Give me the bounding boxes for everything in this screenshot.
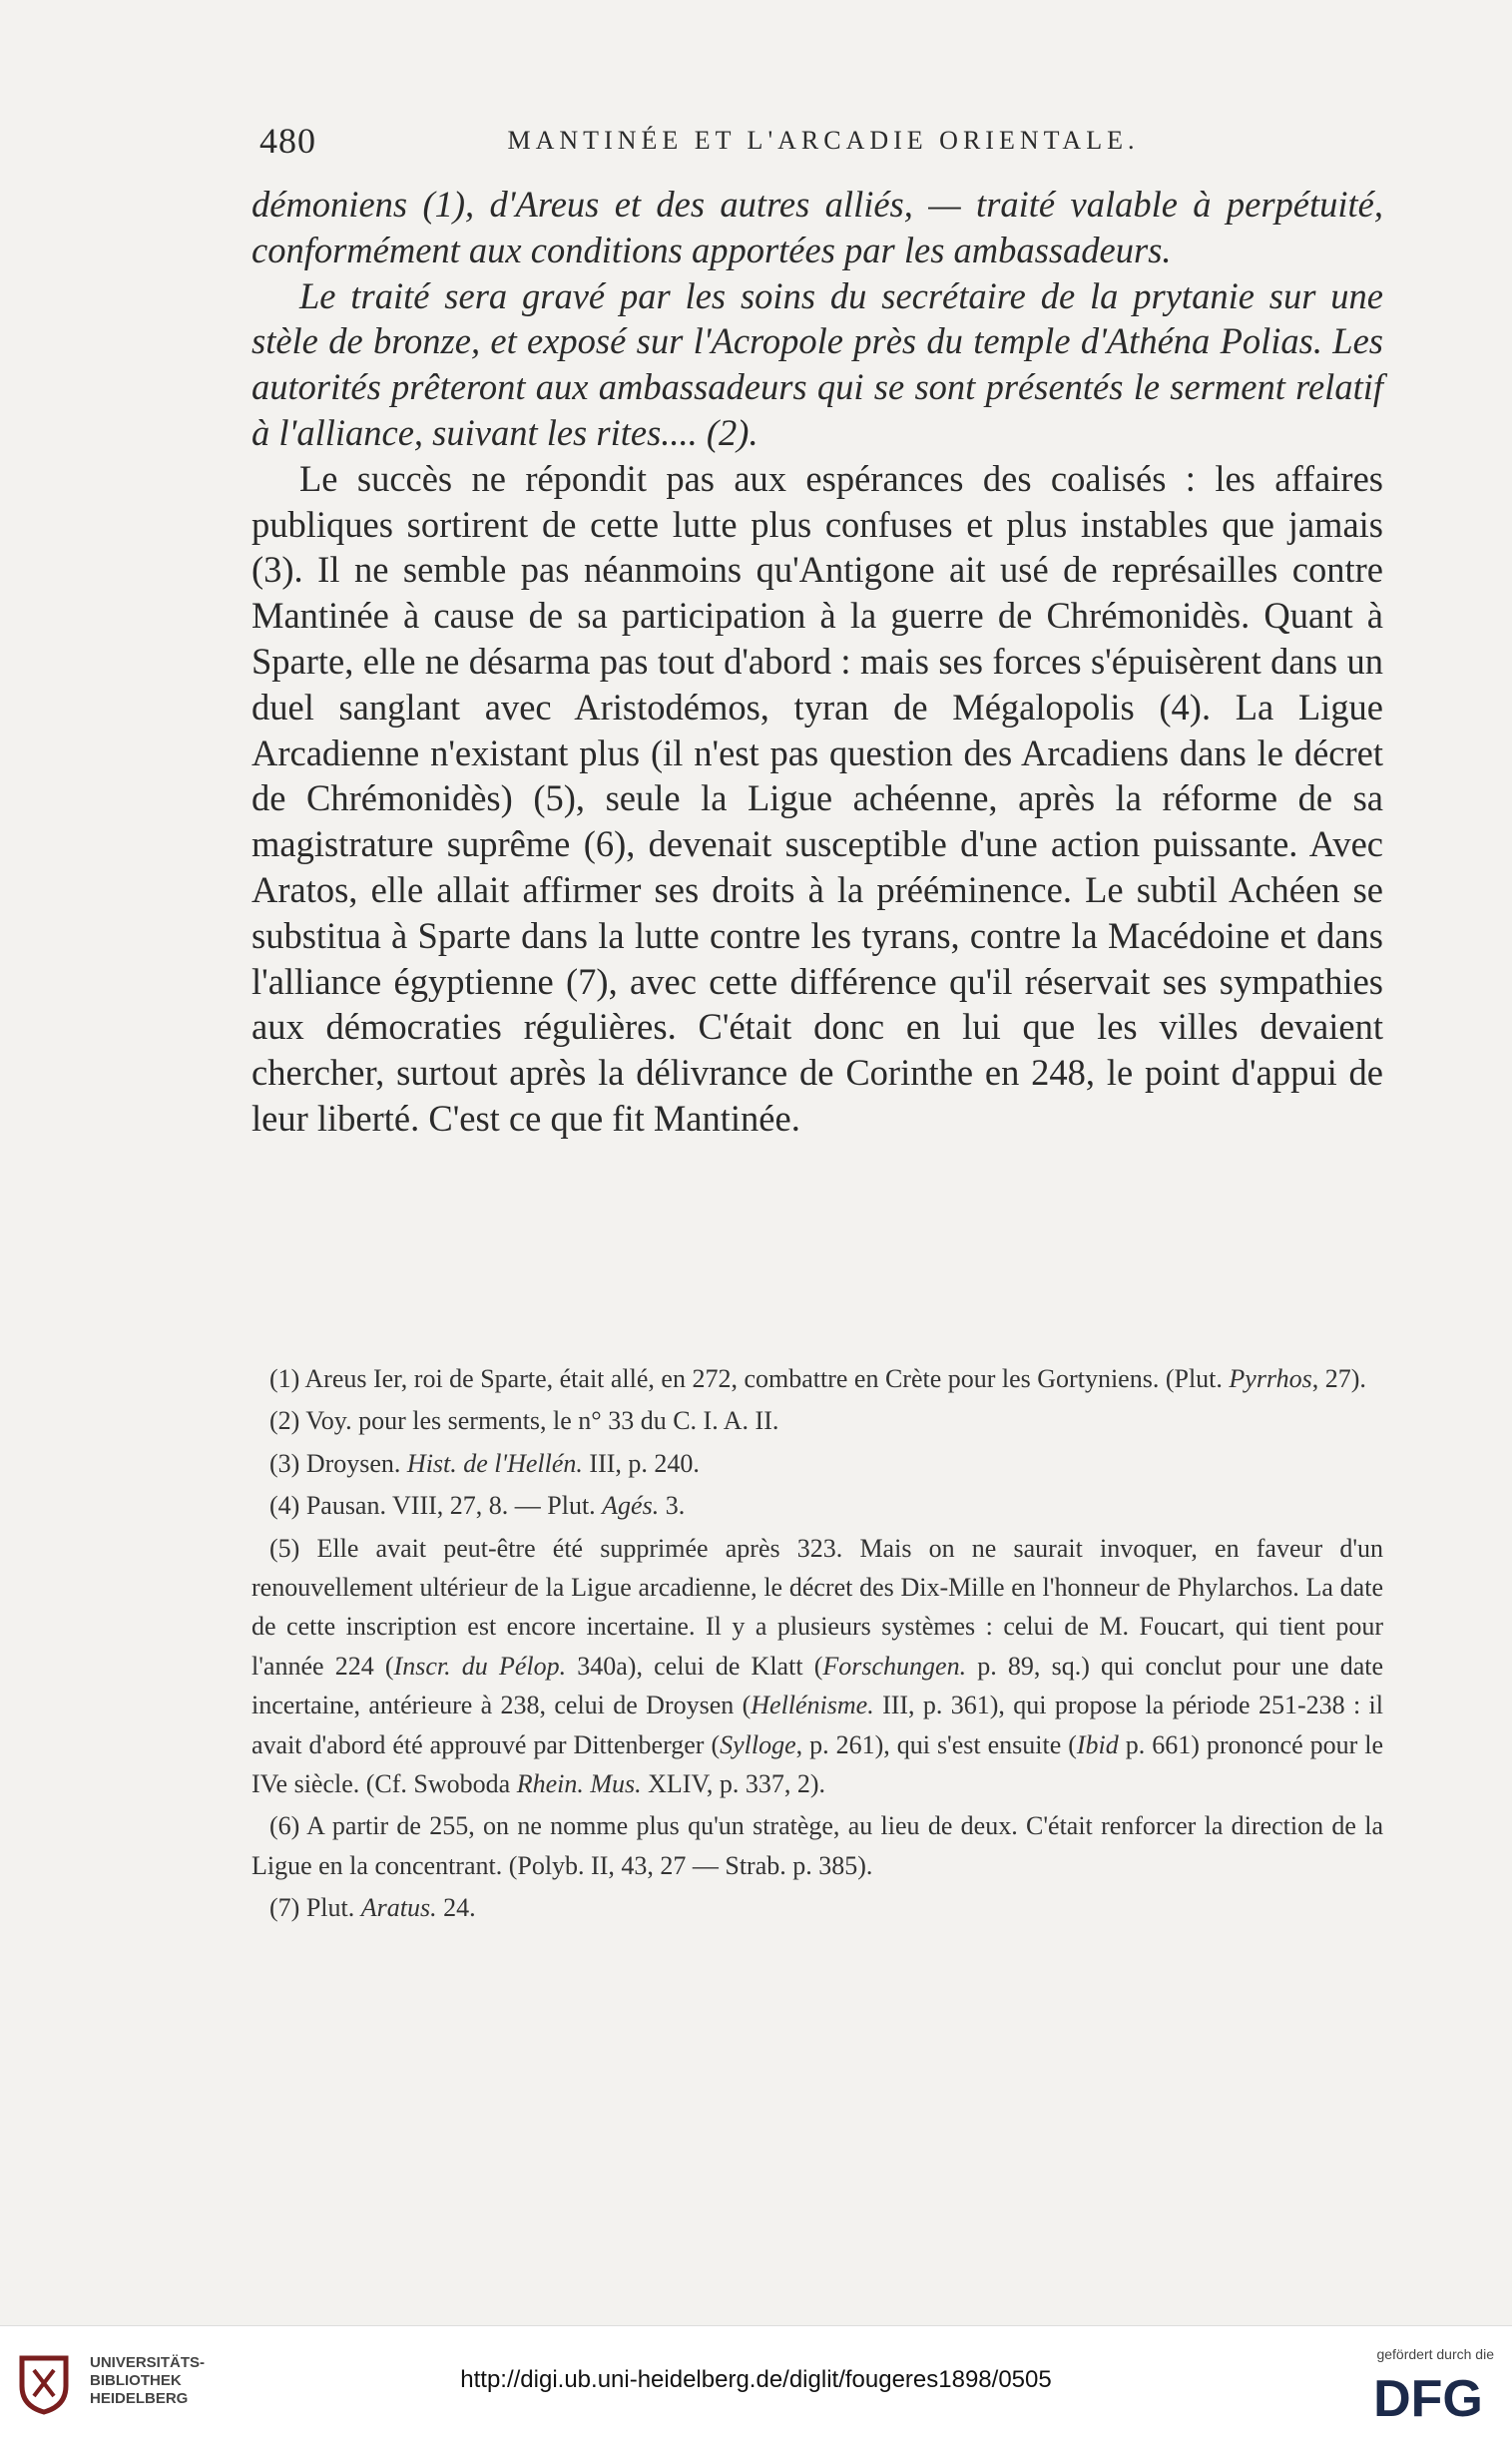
digitization-footer	[0, 2325, 1512, 2437]
dfg-logo-text: DFG	[1373, 2370, 1483, 2424]
footnote-2: (2) Voy. pour les serments, le n° 33 du C. I. A. II.	[269, 1406, 779, 1436]
page-number: 480	[259, 121, 316, 161]
source-url-link[interactable]: http://digi.ub.uni-heidelberg.de/diglit/fougeres1898/0505	[460, 2366, 1052, 2393]
footnote-7: (7) Plut. Aratus. 24.	[269, 1893, 476, 1923]
footnote-1: (1) Areus Ier, roi de Sparte, était allé, en 272, combattre en Crète pour les Gortyniens. (Plut. Pyrrhos, 27).	[269, 1364, 1366, 1393]
footnote-5: (5) Elle avait peut-être été supprimée après 323. Mais on ne saurait invoquer, en faveur d'un renouvellement ultérieur de la Ligue arcadienne, le décret des Dix-Mille en l'honneur de Phylarchos. La date de cette inscription est encore incertaine. Il y a plusieurs systèmes : celui de M. Foucart, qui tient pour l'année 224 (Inscr. du Pélop. 340a), celui de Klatt (Forschungen. p. 89, sq.) qui conclut pour une date incertaine, antérieure à 238, celui de Droysen (Hellénisme. III, p. 361), qui propose la période 251-238 : il avait d'abord été approuvé par Dittenberger (Sylloge, p. 261), qui s'est ensuite (Ibid p. 661) prononcé pour le IVe siècle. (Cf. Swoboda Rhein. Mus. XLIV, p. 337, 2).	[252, 1533, 1383, 1799]
dfg-logo-icon	[1360, 2366, 1496, 2424]
running-title: MANTINÉE ET L'ARCADIE ORIENTALE.	[507, 126, 1140, 155]
quoted-treaty-text-2: Le traité sera gravé par les soins du secrétaire de la prytanie sur une stèle de bronze, et exposé sur l'Acropole près du temple d'Athéna Polias. Les autorités prêteront aux ambassadeurs qui se sont présentés le serment relatif à l'alliance, suivant les rites.... (2).	[252, 274, 1383, 453]
institution-name: UNIVERSITÄTS- BIBLIOTHEK HEIDELBERG	[90, 2354, 206, 2407]
footnote-4: (4) Pausan. VIII, 27, 8. — Plut. Agés. 3.	[269, 1491, 686, 1521]
funded-by-label: gefördert durch die	[1376, 2346, 1494, 2362]
quoted-treaty-text-1: démoniens (1), d'Areus et des autres alliés, — traité valable à perpétuité, conformément aux conditions apportées par les ambassadeurs.	[252, 184, 1383, 270]
page-header	[259, 120, 1387, 170]
main-text	[252, 182, 1383, 1142]
footnote-3: (3) Droysen. Hist. de l'Hellén. III, p. 240.	[269, 1448, 700, 1478]
footnotes	[252, 1359, 1383, 1931]
body-paragraph: Le succès ne répondit pas aux espérances des coalisés : les affaires publiques sortirent de cette lutte plus confuses et plus instables que jamais (3). Il ne semble pas néanmoins qu'Antigone ait usé de représailles contre Mantinée à cause de sa participation à la guerre de Chrémonidès. Quant à Sparte, elle ne désarma pas tout d'abord : mais ses forces s'épuisèrent dans un duel sanglant avec Aristodémos, tyran de Mégalopolis (4). La Ligue Arcadienne n'existant plus (il n'est pas question des Arcadiens dans le décret de Chrémonidès) (5), seule la Ligue achéenne, après la réforme de sa magistrature suprême (6), devenait susceptible d'une action puissante. Avec Aratos, elle allait affirmer ses droits à la prééminence. Le subtil Achéen se substitua à Sparte dans la lutte contre les tyrans, contre la Macédoine et dans l'alliance égyptienne (7), avec cette différence qu'il réservait ses sympathies aux démocraties régulières. C'était donc en lui que les villes devaient chercher, surtout après la délivrance de Corinthe en 248, le point d'appui de leur liberté. C'est ce que fit Mantinée.	[252, 457, 1383, 1139]
footnote-6: (6) A partir de 255, on ne nomme plus qu'un stratège, au lieu de deux. C'était renforcer la direction de la Ligue en la concentrant. (Polyb. II, 43, 27 — Strab. p. 385).	[252, 1811, 1383, 1880]
